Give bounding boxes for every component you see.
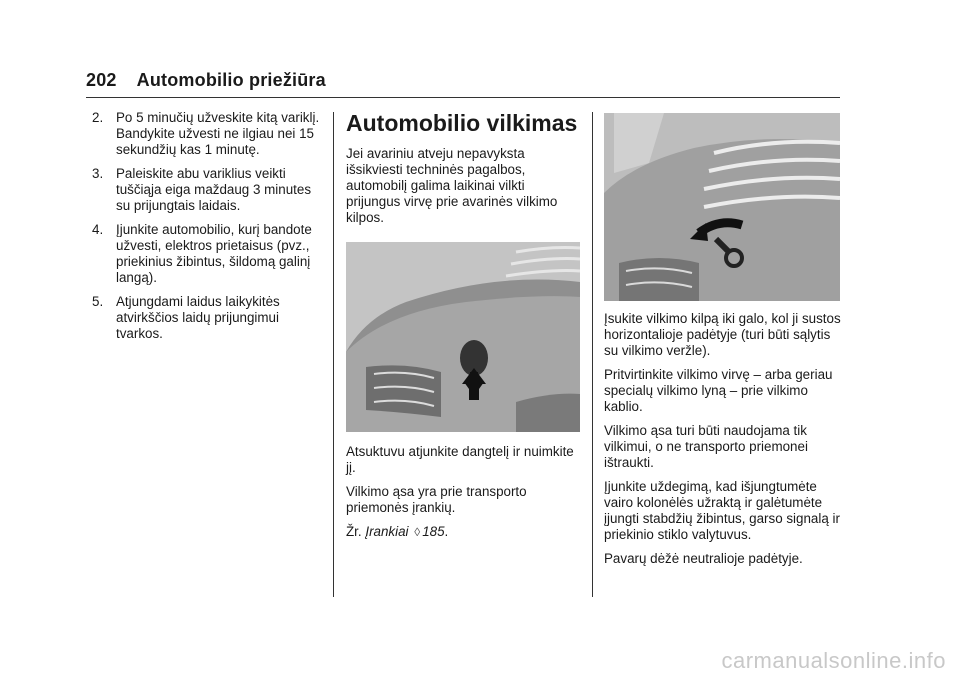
- right-paragraph: Įjunkite uždegimą, kad išjungtumėte vairo kolonėlės užraktą ir galėtumėte įjungti stabdžių žibintus, garso signalą ir priekinio stiklo valytuvus.: [604, 479, 840, 542]
- reference-link[interactable]: Įrankiai: [365, 524, 409, 539]
- right-paragraph: Pavarų dėžė neutralioje padėtyje.: [604, 551, 803, 566]
- remove-cover-paragraph: Atsuktuvu atjunkite dangtelį ir nuimkite jį.: [346, 444, 574, 475]
- tools-paragraph: Vilkimo ąsa yra prie transporto priemonės įrankių.: [346, 484, 527, 515]
- intro-paragraph: Jei avariniu atveju nepavyksta išsikviesti techninės pagalbos, automobilį galima laikinai vilkti prijungus virvę prie avarinės vilkimo kilpos.: [346, 146, 558, 225]
- header-rule: [86, 97, 840, 98]
- bumper-cover-image: [346, 242, 580, 432]
- section-title: Automobilio vilkimas: [346, 110, 578, 136]
- column-divider-1: [333, 112, 334, 597]
- right-paragraph: Įsukite vilkimo kilpą iki galo, kol ji sustos horizontalioje padėtyje (turi būti sąlytis su vilkimo veržle).: [604, 311, 841, 358]
- right-paragraph: Pritvirtinkite vilkimo virvę – arba geriau specialų vilkimo lyną – prie vilkimo kablio.: [604, 367, 833, 414]
- reference-line: [346, 524, 580, 540]
- page-ref-icon: ◊: [414, 525, 421, 539]
- column-divider-2: [592, 112, 593, 597]
- reference-prefix: Žr.: [346, 524, 362, 539]
- step-list: [92, 110, 324, 342]
- reference-suffix: .: [444, 524, 449, 539]
- middle-column: [346, 110, 580, 548]
- page-title: Automobilio priežiūra: [136, 70, 326, 90]
- step-item: 3. Paleiskite abu variklius veikti tuščiąja eiga maždaug 3 minutes su prijungtais laidais.: [92, 166, 312, 213]
- step-item: 4. Įjunkite automobilio, kurį bandote užvesti, elektros prietaisus (pvz., priekinius žibintus, šildomą galinį langą).: [92, 222, 312, 285]
- right-column: [604, 113, 842, 575]
- step-item: 2. Po 5 minučių užveskite kitą variklį. Bandykite užvesti ne ilgiau nei 15 sekundžių kas 1 minutę.: [92, 110, 320, 157]
- step-item: 5. Atjungdami laidus laikykitės atvirkščios laidų prijungimui tvarkos.: [92, 294, 280, 341]
- left-column: [92, 110, 324, 350]
- right-paragraph: Vilkimo ąsa turi būti naudojama tik vilkimui, o ne transporto priemonei ištraukti.: [604, 423, 808, 470]
- page-header: [86, 70, 326, 91]
- towing-eye-image: [604, 113, 840, 301]
- site-watermark: carmanualsonline.info: [721, 648, 946, 673]
- page-number: 202: [86, 70, 117, 90]
- reference-page[interactable]: 185: [422, 524, 445, 539]
